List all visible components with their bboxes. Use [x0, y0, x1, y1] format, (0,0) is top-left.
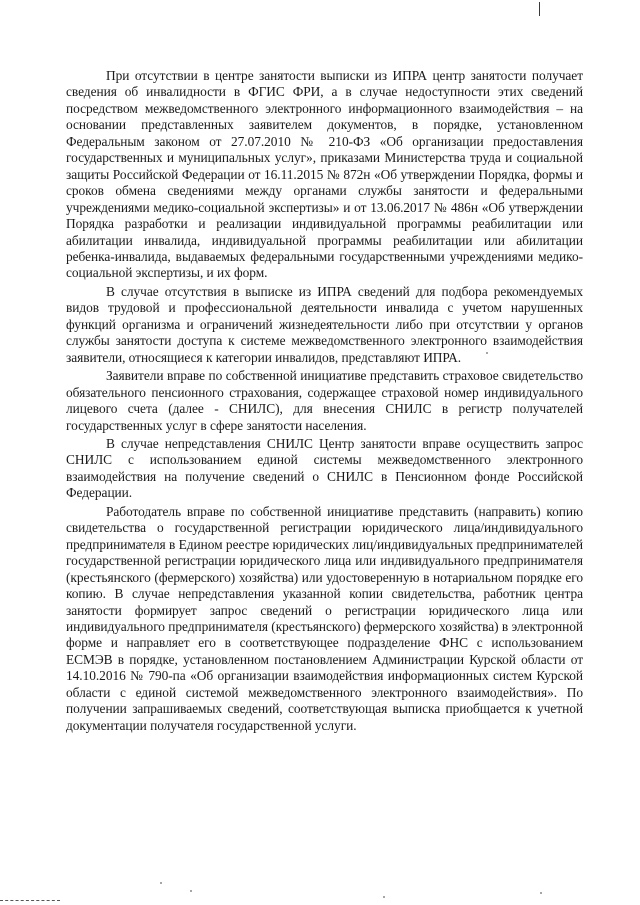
paragraph-snils-voluntary: Заявители вправе по собственной инициативе представить страховое свидетельство обязательного пенсионного страхования, содержащее страховой номер индивидуального лицевого счета (далее - СНИЛС), для внесения СНИЛС в регистр получателей государственных услуг в сфере занятости населения. — [66, 368, 583, 433]
document-body — [66, 68, 583, 736]
paragraph-ipra-absence: При отсутствии в центре занятости выписки из ИПРА центр занятости получает сведения об инвалидности в ФГИС ФРИ, а в случае недоступности этих сведений посредством межведомственного электронного информационного взаимодействия – на основании представленных заявителем документов, в порядке, установленном Федеральным законом от 27.07.2010 № 210-ФЗ «Об организации предоставления государственных и муниципальных услуг», приказами Министерства труда и социальной защиты Российской Федерации от 16.11.2015 № 872н «Об утверждении Порядка, формы и сроков обмена сведениями между органами службы занятости и федеральными учреждениями медико-социальной экспертизы» и от 13.06.2017 № 486н «Об утверждении Порядка разработки и реализации индивидуальной программы реабилитации или абилитации инвалида, индивидуальной программы реабилитации или абилитации ребенка-инвалида, выдаваемых федеральными государственными учреждениями медико-социальной экспертизы, и их форм. — [66, 68, 583, 281]
scan-speck — [190, 890, 192, 892]
scan-speck — [160, 882, 162, 884]
scan-bottom-dash — [0, 900, 60, 902]
paragraph-employer-registration: Работодатель вправе по собственной инициативе представить (направить) копию свидетельства о государственной регистрации юридического лица/индивидуального предпринимателя в Едином реестре юридических лиц/индивидуальных предпринимателей государственной регистрации юридического лица или индивидуального предпринимателя (крестьянского (фермерского) хозяйства) или удостоверенную в нотариальном порядке его копию. В случае непредставления указанной копии свидетельства, работник центра занятости формирует запрос сведений о регистрации юридического лица или индивидуального предпринимателя (крестьянского) фермерского хозяйства) в электронной форме и направляет его в соответствующее подразделение ФНС с использованием ЕСМЭВ в порядке, установленном постановлением Администрации Курской области от 14.10.2016 № 790-па «Об организации взаимодействия информационных систем Курской области с единой системой межведомственного электронного взаимодействия». По получении запрашиваемых сведений, соответствующая выписка приобщается к учетной документации получателя государственной услуги. — [66, 503, 583, 733]
paragraph-snils-request: В случае непредставления СНИЛС Центр занятости вправе осуществить запрос СНИЛС с использованием единой системы межведомственного электронного взаимодействия на получение сведений о СНИЛС в Пенсионном фонде Российской Федерации. — [66, 435, 583, 501]
scan-speck — [383, 896, 385, 898]
paragraph-ipra-missing-data: В случае отсутствия в выписке из ИПРА сведений для подбора рекомендуемых видов трудовой и профессиональной деятельности инвалида с учетом нарушенных функций организма и ограничений жизнедеятельности либо при отсутствии у органов службы занятости доступа к системе межведомственного электронного взаимодействия заявители, относящиеся к категории инвалидов, представляют ИПРА. — [66, 283, 583, 365]
scan-speck — [486, 352, 488, 354]
scan-speck — [540, 892, 542, 894]
scan-margin-mark — [539, 2, 540, 16]
